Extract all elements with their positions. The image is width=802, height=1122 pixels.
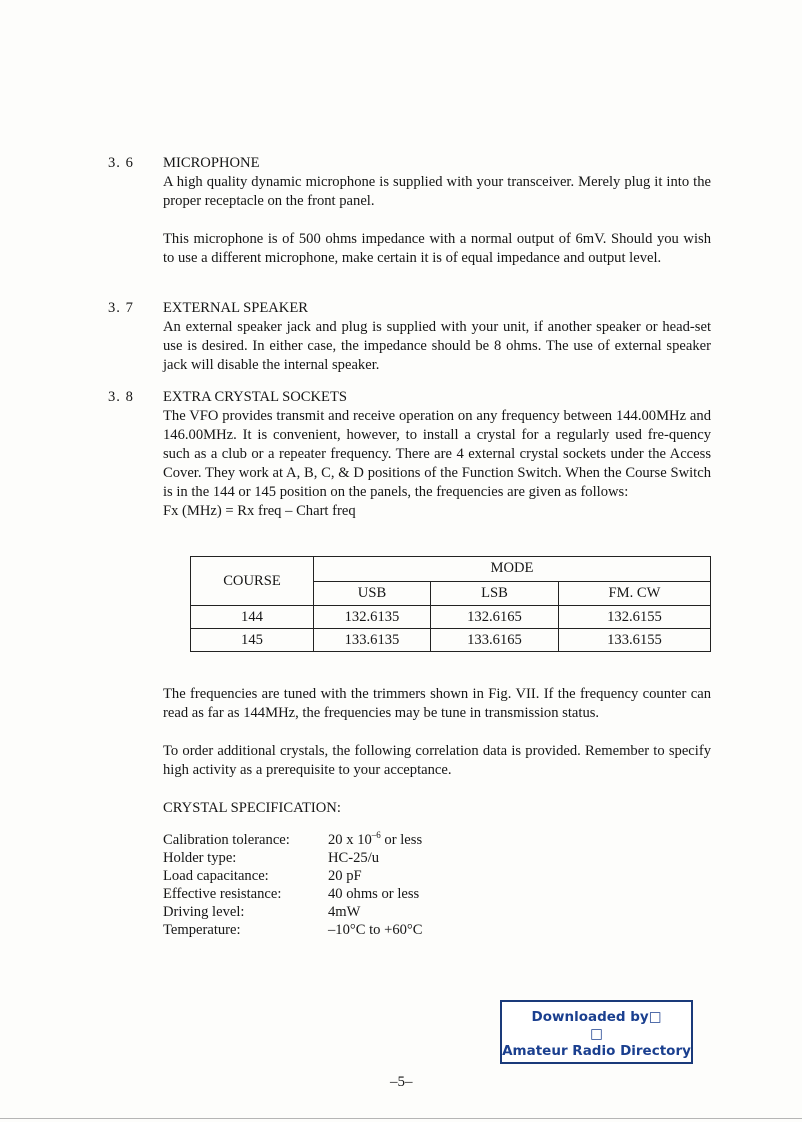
spec-value: HC-25/u — [328, 850, 380, 866]
frequency-formula: Fx (MHz) = Rx freq – Chart freq — [163, 503, 356, 519]
section-extra-crystal-sockets — [163, 388, 711, 521]
table-row — [191, 606, 711, 629]
table-row — [191, 629, 711, 652]
paragraph: The VFO provides transmit and receive operation on any frequency between 144.00MHz and 146.00MHz. It is convenient, however, to install a crystal for a regularly used fre-quency such as a club or a repeater frequency. There are 4 external crystal sockets under the Access Cover. They work at A, B, C, & D positions of the Function Switch. When the Course Switch is in the 144 or 145 position on the panels, the frequencies are given as follows: — [163, 408, 711, 500]
spec-label: Calibration tolerance: — [163, 832, 290, 848]
section-number-3-8: 3. 8 — [108, 389, 134, 405]
column-header-lsb: LSB — [431, 581, 559, 606]
spec-label: Holder type: — [163, 850, 237, 866]
after-table-text — [163, 685, 711, 818]
stamp-line-3: Amateur Radio Directory — [502, 1043, 691, 1059]
paragraph: An external speaker jack and plug is supplied with your unit, if another speaker or head-set use is desired. In either case, the impedance should be 8 ohms. The use of external speaker jack will disable the internal speaker. — [163, 319, 711, 373]
paragraph: A high quality dynamic microphone is supplied with your transceiver. Merely plug it into the proper receptacle on the front panel. — [163, 174, 711, 209]
usb-cell: 133.6135 — [314, 629, 431, 652]
section-number-3-6: 3. 6 — [108, 155, 134, 171]
column-header-usb: USB — [314, 581, 431, 606]
spec-value: –10°C to +60°C — [328, 922, 423, 938]
lsb-cell: 132.6165 — [431, 606, 559, 629]
stamp-line-2: □ — [590, 1026, 603, 1042]
spec-value: 4mW — [328, 904, 361, 920]
bottom-rule — [0, 1118, 802, 1119]
section-external-speaker — [163, 299, 711, 375]
paragraph: The frequencies are tuned with the trimmers shown in Fig. VII. If the frequency counter can read as far as 144MHz, the frequencies may be tune in transmission status. — [163, 686, 711, 721]
section-number-3-7: 3. 7 — [108, 300, 134, 316]
fm-cw-cell: 132.6155 — [559, 606, 711, 629]
crystal-spec-title: CRYSTAL SPECIFICATION: — [163, 800, 341, 816]
usb-cell: 132.6135 — [314, 606, 431, 629]
spec-value: 20 pF — [328, 868, 362, 884]
spec-label: Load capacitance: — [163, 868, 269, 884]
paragraph: To order additional crystals, the following correlation data is provided. Remember to specify high activity as a prerequisite to your acceptance. — [163, 743, 711, 778]
section-heading: EXTRA CRYSTAL SOCKETS — [163, 389, 347, 405]
section-heading: EXTERNAL SPEAKER — [163, 300, 308, 316]
spec-label: Effective resistance: — [163, 886, 282, 902]
column-header-fm-cw: FM. CW — [559, 581, 711, 606]
stamp-line-1: Downloaded by□ — [531, 1009, 662, 1025]
spec-value: 40 ohms or less — [328, 886, 420, 902]
paragraph: This microphone is of 500 ohms impedance with a normal output of 6mV. Should you wish to use a different microphone, make certain it is of equal impedance and output level. — [163, 231, 711, 266]
spec-label: Driving level: — [163, 904, 245, 920]
section-heading: MICROPHONE — [163, 155, 260, 171]
mode-header: MODE — [314, 557, 711, 582]
course-cell: 144 — [191, 606, 314, 629]
crystal-frequency-table — [190, 556, 711, 652]
fm-cw-cell: 133.6155 — [559, 629, 711, 652]
spec-value: 20 x $10^{-6}$ or less — [328, 830, 423, 848]
spec-label: Temperature: — [163, 922, 241, 938]
lsb-cell: 133.6165 — [431, 629, 559, 652]
course-cell: 145 — [191, 629, 314, 652]
section-microphone — [163, 154, 711, 268]
course-header: COURSE — [191, 557, 314, 606]
page-number: –5– — [390, 1074, 413, 1090]
downloaded-by-stamp — [500, 1000, 693, 1064]
